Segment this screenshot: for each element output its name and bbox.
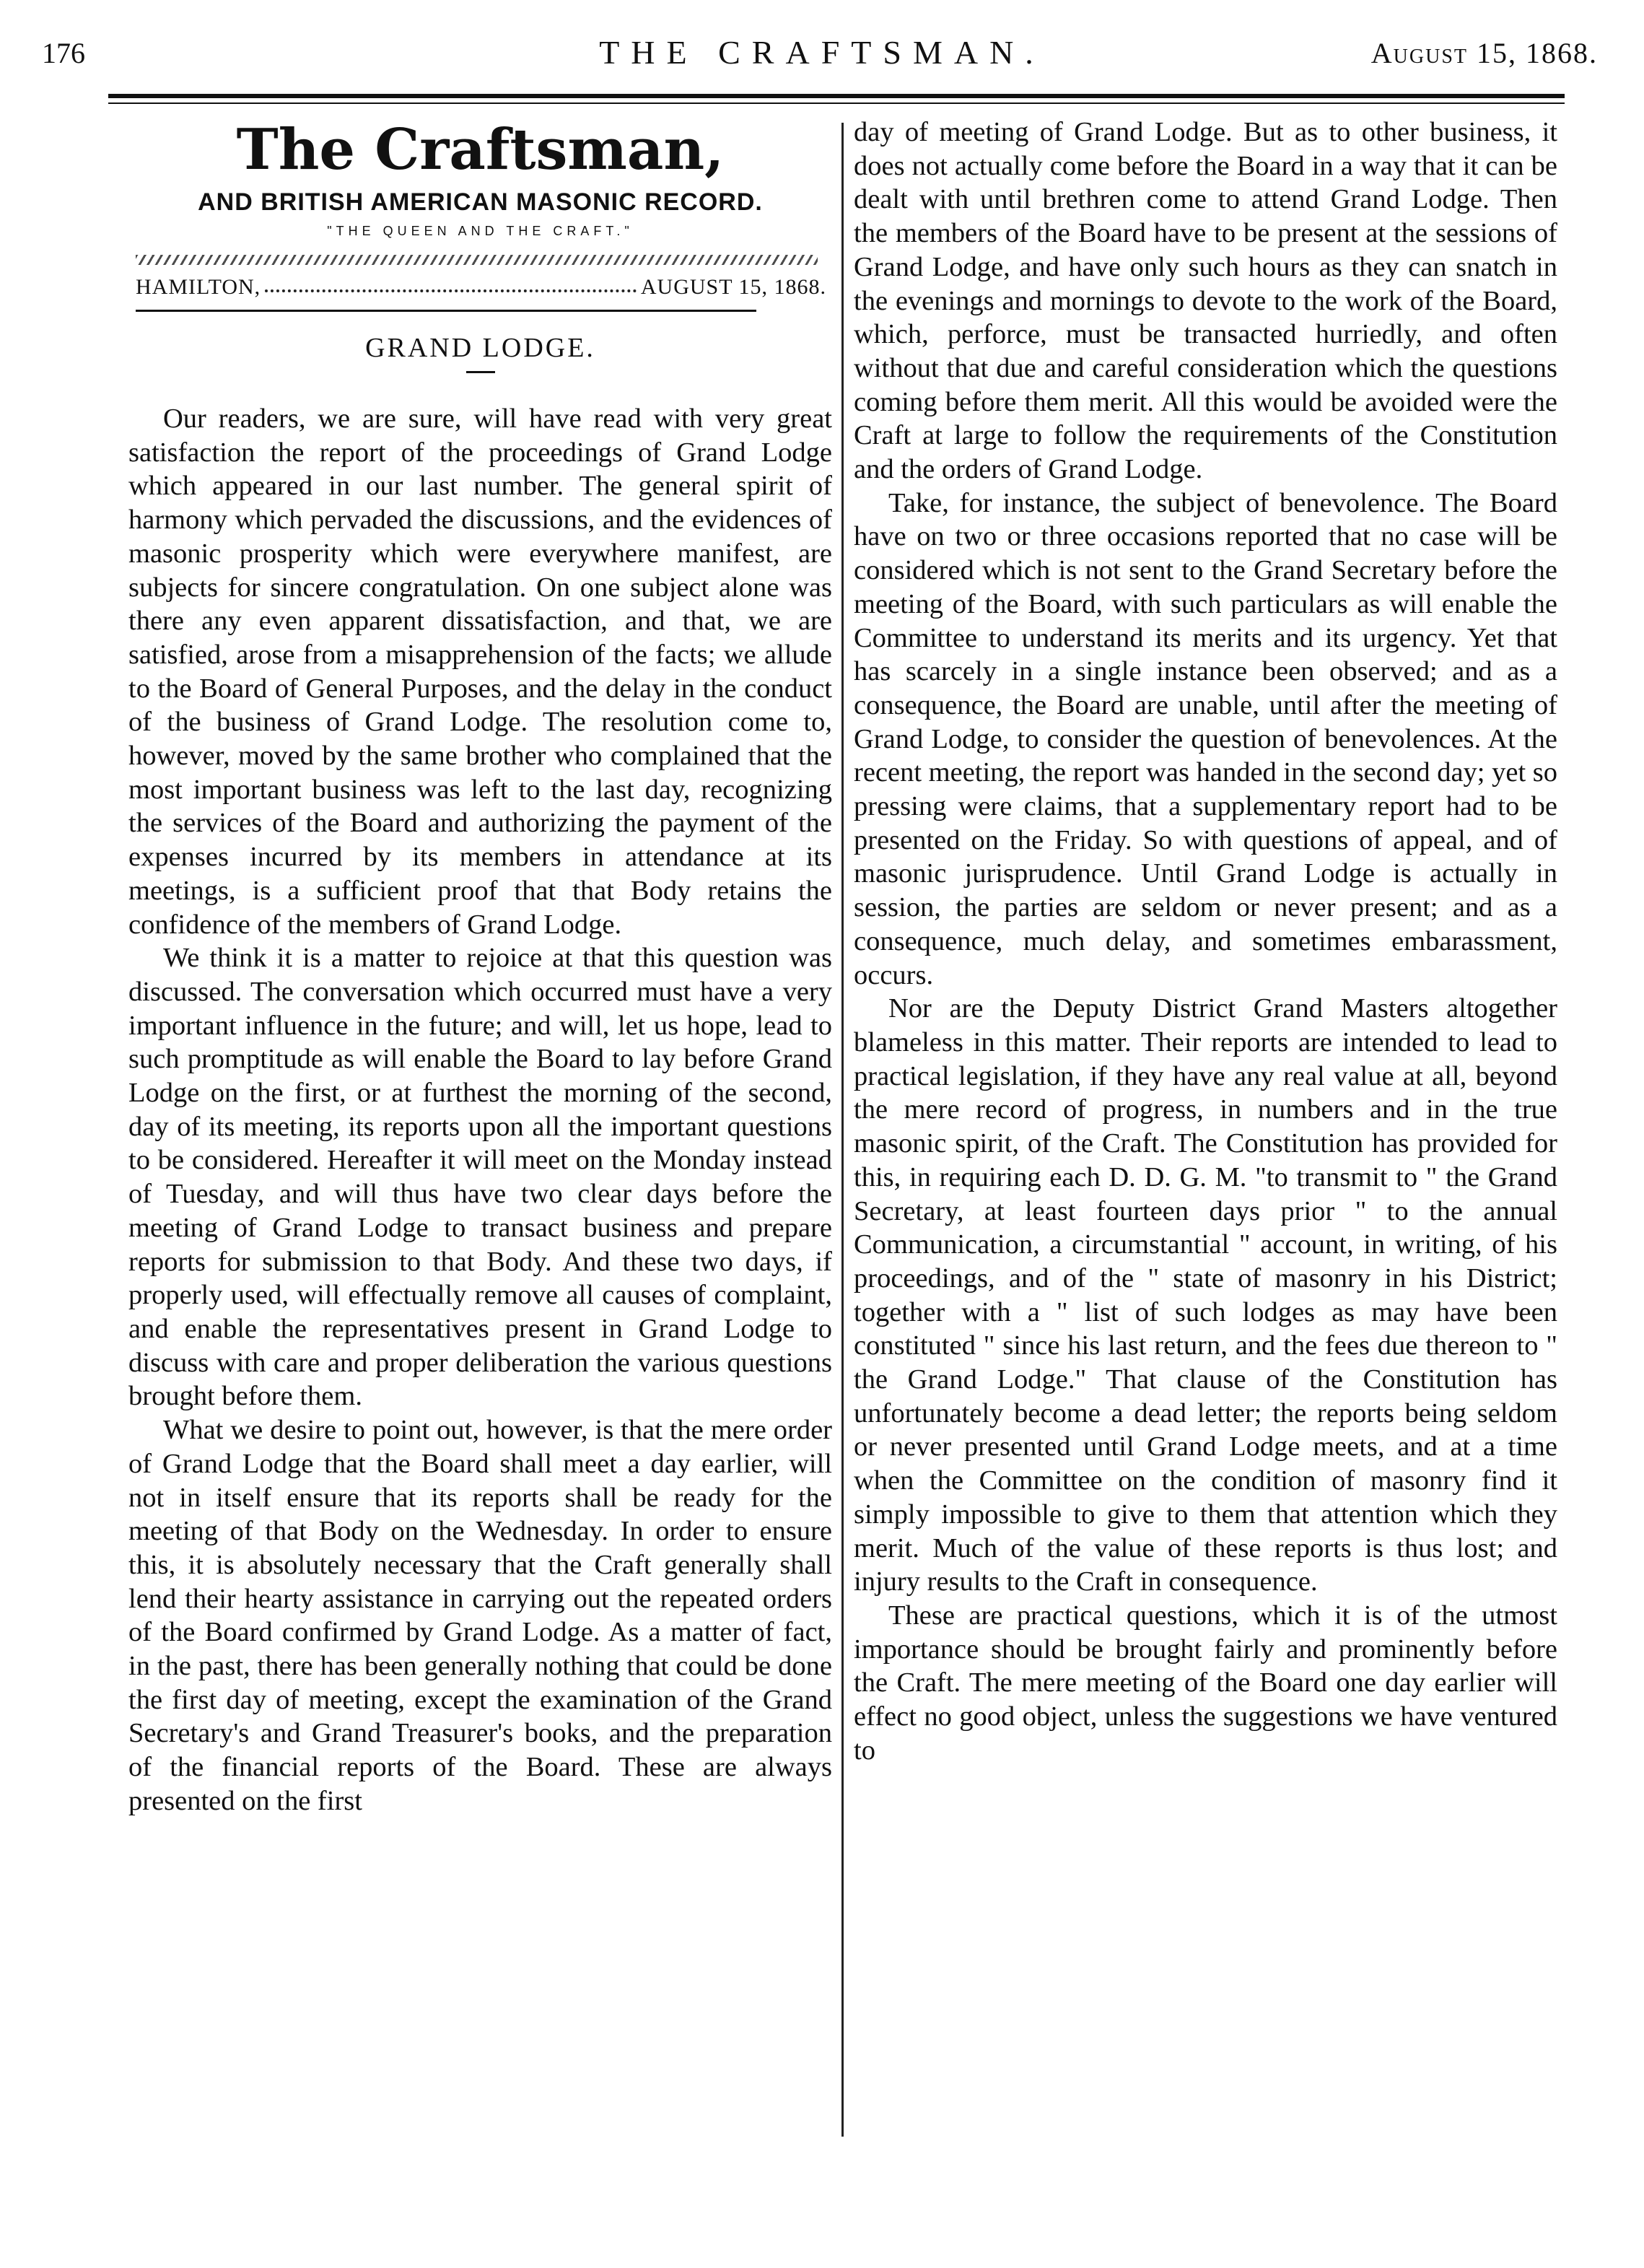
dateline-date: AUGUST 15, 1868. [640,275,826,299]
paragraph: These are practical questions, which it is of the utmost importance should be brought fairly and prominently before the Craft. The mere meeting of the Board one day earlier will effect no good object, unless the suggestions we have ventured to [854,1600,1557,1766]
running-title: THE CRAFTSMAN. [599,34,1045,71]
left-column-text [128,402,832,1818]
page-number: 176 [42,37,85,69]
dateline-place: HAMILTON, [136,275,261,299]
right-column [854,115,1557,1767]
column-divider [841,123,844,2137]
dateline [136,275,826,300]
left-column [128,115,832,1818]
running-head [42,29,1602,87]
paragraph: What we desire to point out, however, is that the mere order of Grand Lodge that the Board shall meet a day earlier, will not in itself ensure that its reports shall be ready for the meeting of that Body on the Wednesday. In order to ensure this, it is absolutely necessary that the Craft generally shall lend their hearty assistance in carrying out the repeated orders of the Board confirmed by Grand Lodge. As a matter of fact, in the past, there has been generally nothing that could be done the first day of meeting, except the examination of the Grand Secretary's and Grand Treasurer's books, and the preparation of the financial reports of the Board. These are always presented on the first [128,1415,832,1816]
dateline-leader-dots [265,275,637,292]
running-date: August 15, 1868. [1370,37,1598,69]
masthead-motto: "THE QUEEN AND THE CRAFT." [327,224,634,238]
paragraph: Our readers, we are sure, will have read with very great satisfaction the report of the proceedings of Grand Lodge which appeared in our last number. The general spirit of harmony which pervaded the discussions, and the evidences of masonic prosperity which were everywhere manifest, are subjects for sincere congratulation. On one subject alone was there any even apparent dissatisfaction, and that, we are satisfied, arose from a misapprehension of the facts; we allude to the Board of General Purposes, and the delay in the conduct of the business of Grand Lodge. The resolution come to, however, moved by the same brother who complained that the most important business was left to the last day, recognizing the services of the Board and authorizing the payment of the expenses incurred by its members in attendance at its meetings, is a sufficient proof that that Body retains the confidence of the members of Grand Lodge. [128,404,832,940]
paragraph: day of meeting of Grand Lodge. But as to other business, it does not actually come before the Board in a way that it can be dealt with until brethren come to attend Grand Lodge. Then the members of the Board have to be present at the sessions of Grand Lodge, and have only such hours as they can snatch in the evenings and mornings to devote to the work of the Board, which, perforce, must be transacted hurriedly, and often without that due and careful consideration which the questions coming before them merit. All this would be avoided were the Craft at large to follow the requirements of the Constitution and the orders of Grand Lodge. [854,117,1557,485]
header-rule-thick [108,94,1565,98]
masthead-subtitle: AND BRITISH AMERICAN MASONIC RECORD. [198,188,763,216]
paragraph: We think it is a matter to rejoice at that this question was discussed. The conversation which occurred must have a very important influence in the future; and will, let us hope, lead to such promptitude as will enable the Board to lay before Grand Lodge on the first, or at furthest the morning of the second, day of its meeting, its reports upon all the important questions to be considered. Hereafter it will meet on the Monday instead of Tuesday, and will thus have two clear days before the meeting of Grand Lodge to transact business and prepare reports for submission to that Body. And these two days, if properly used, will effectually remove all causes of complaint, and enable the representatives present in Grand Lodge to discuss with care and proper deliberation the various questions brought before them. [128,943,832,1412]
dateline-rule [136,310,756,312]
paragraph: Nor are the Deputy District Grand Masters altogether blameless in this matter. Their reports are intended to lead to practical legislation, if they have any real value at all, beyond the mere record of progress, in numbers and in the true masonic spirit, of the Craft. The Constitution has provided for this, in requiring each D. D. G. M. "to transmit to " the Grand Secretary, at least fourteen days prior " to the annual Communication, a circumstantial " account, in writing, of his proceedings, and of the " state of masonry in his District; together with a " list of such lodges as may have been constituted " since his last return, and the fees due thereon to " the Grand Lodge." That clause of the Constitution has unfortunately become a dead letter; the reports being seldom or never presented until Grand Lodge meets, and at a time when the Committee on the condition of masonry find it simply impossible to give to them that attention which they merit. Much of the value of these reports is thus lost; and injury results to the Craft in consequence. [854,993,1557,1597]
paragraph: Take, for instance, the subject of benevolence. The Board have on two or three occasions reported that no case will be considered which is not sent to the Grand Secretary before the meeting of the Board, with such particulars as will enable the Committee to understand its merits and its urgency. Yet that has scarcely in a single instance been observed; and as a consequence, the Board are unable, until after the meeting of Grand Lodge, to consider the question of benevolences. At the recent meeting, the report was handed in the second day; yet so pressing were claims, that a supplementary report had to be presented on the Friday. So with questions of appeal, and of masonic jurisprudence. Until Grand Lodge is actually in session, the parties are seldom or never present; and as a consequence, much delay, and sometimes embarassment, occurs. [854,487,1558,990]
header-rule-thin [108,103,1565,104]
right-column-text [854,115,1557,1767]
masthead-title: The Craftsman, [236,117,725,183]
ornamental-rule [136,255,818,265]
article-heading: GRAND LODGE. [365,333,595,363]
heading-dash [466,371,495,373]
